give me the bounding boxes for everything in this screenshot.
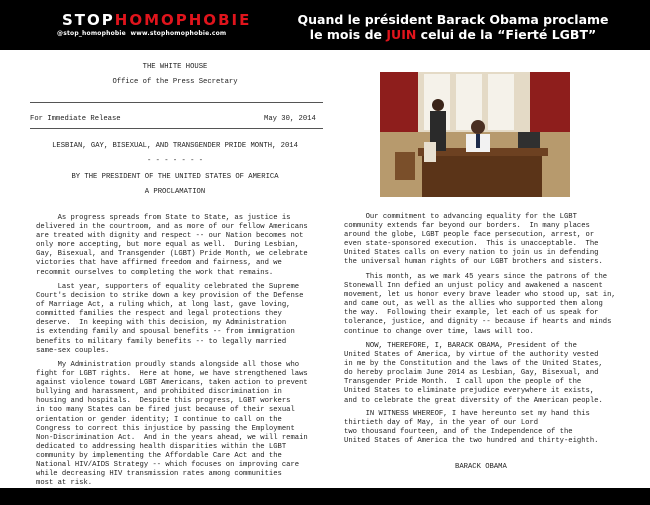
brand-subline [57, 30, 226, 37]
paragraph-5: This month, as we mark 45 years since the patrons of the Stonewall Inn defied an unjust policy and awakened a nascent movement, let us honor every brave leader who stood up, sat in, and came out, as well as the allies who supported them along the way. Following their example, let each of us speak for tolerance, justice, and dignity -- because if hearts and minds continue to change over time, laws will too. [344, 273, 616, 336]
office-heading: THE WHITE HOUSE [142, 63, 208, 71]
top-banner [0, 0, 650, 50]
bottom-bar [0, 488, 650, 505]
paragraph-1: As progress spreads from State to State, as justice is delivered in the courtroom, and as more of our fellow Americans are treated with dignity and respect -- our Nation becomes not only more accepting, but more equal as well. During Lesbian, Gay, Bisexual, and Transgender (LGBT) Pride Month, we celebrate victories that have affirmed freedom and fairness, and we recommit ourselves to completing the work that remains. [36, 214, 308, 277]
title-dashes: - - - - - - - [146, 157, 204, 165]
release-date: May 30, 2014 [264, 115, 316, 123]
paragraph-4: Our commitment to advancing equality for the LGBT community extends far beyond our borders. In many places around the globe, LGBT people face persecution, arrest, or even state-sponsored execution. This is unacceptable. The United States calls on every nation to join us in defending the universal human rights of our LGBT brothers and sisters. [344, 213, 603, 267]
paragraph-6: NOW, THEREFORE, I, BARACK OBAMA, President of the United States of America, by virtue of the authority vested in me by the Constitution and the laws of the United States, do hereby proclaim June 2014 as Lesbian, Gay, Bisexual, and Transgender Pride Month. I call upon the people of the United States to eliminate prejudice everywhere it exists, and to celebrate the great diversity of the American people. [344, 342, 603, 405]
top-rule [30, 102, 323, 103]
brand-logo [62, 11, 251, 29]
press-secretary: Office of the Press Secretary [112, 78, 238, 86]
by-line: BY THE PRESIDENT OF THE UNITED STATES OF AMERICA [71, 173, 279, 181]
headline-before: Quand le président Barack Obama proclame le mois de [297, 12, 609, 42]
paragraph-3: My Administration proudly stands alongside all those who fight for LGBT rights. Here at home, we have strengthened laws against violence toward LGBT Americans, taken action to prevent bullying and harassment, and prohibited discrimination in housing and hospitals. Despite this progress, LGBT workers in too many States can be fired just because of their sexual orientation or gender identity; I continue to call on the Congress to correct this injustice by passing the Employment Non-Discrimination Act. And in the years ahead, we will remain dedicated to addressing health disparities within the LGBT community by implementing the Affordable Care Act and the National HIV/AIDS Strategy -- which focuses on improving care while decreasing HIV transmission rates among communities most at risk. [36, 361, 308, 488]
headline-after: celui de la “Fierté LGBT” [416, 27, 597, 42]
proclamation-heading: A PROCLAMATION [144, 188, 206, 196]
website: www.stophomophobie.com [130, 30, 227, 37]
handle: @stop_homophobie [57, 30, 126, 37]
paragraph-7: IN WITNESS WHEREOF, I have hereunto set my hand this thirtieth day of May, in the year of our Lord two thousand fourteen, and of the Independence of the United States of America the two hundred and thirty-eighth. [344, 410, 599, 446]
headline-juin: JUIN [386, 27, 417, 42]
signature: BARACK OBAMA [455, 463, 507, 471]
oval-office-photo [380, 72, 570, 197]
brand-homophobie: HOMOPHOBIE [114, 11, 252, 29]
headline [293, 12, 613, 42]
doc-title: LESBIAN, GAY, BISEXUAL, AND TRANSGENDER PRIDE MONTH, 2014 [52, 142, 298, 150]
paragraph-2: Last year, supporters of equality celebrated the Supreme Court's decision to strike down a key provision of the Defense of Marriage Act, a ruling which, at long last, gave loving, committed families the respect and legal protections they deserve. In keeping with this decision, my Administration is extending family and spousal benefits -- from immigration benefits to military family benefits -- to legally married same-sex couples. [36, 283, 304, 355]
mid-rule [30, 128, 323, 129]
brand-stop: STOP [62, 11, 115, 29]
release-label: For Immediate Release [30, 115, 121, 123]
